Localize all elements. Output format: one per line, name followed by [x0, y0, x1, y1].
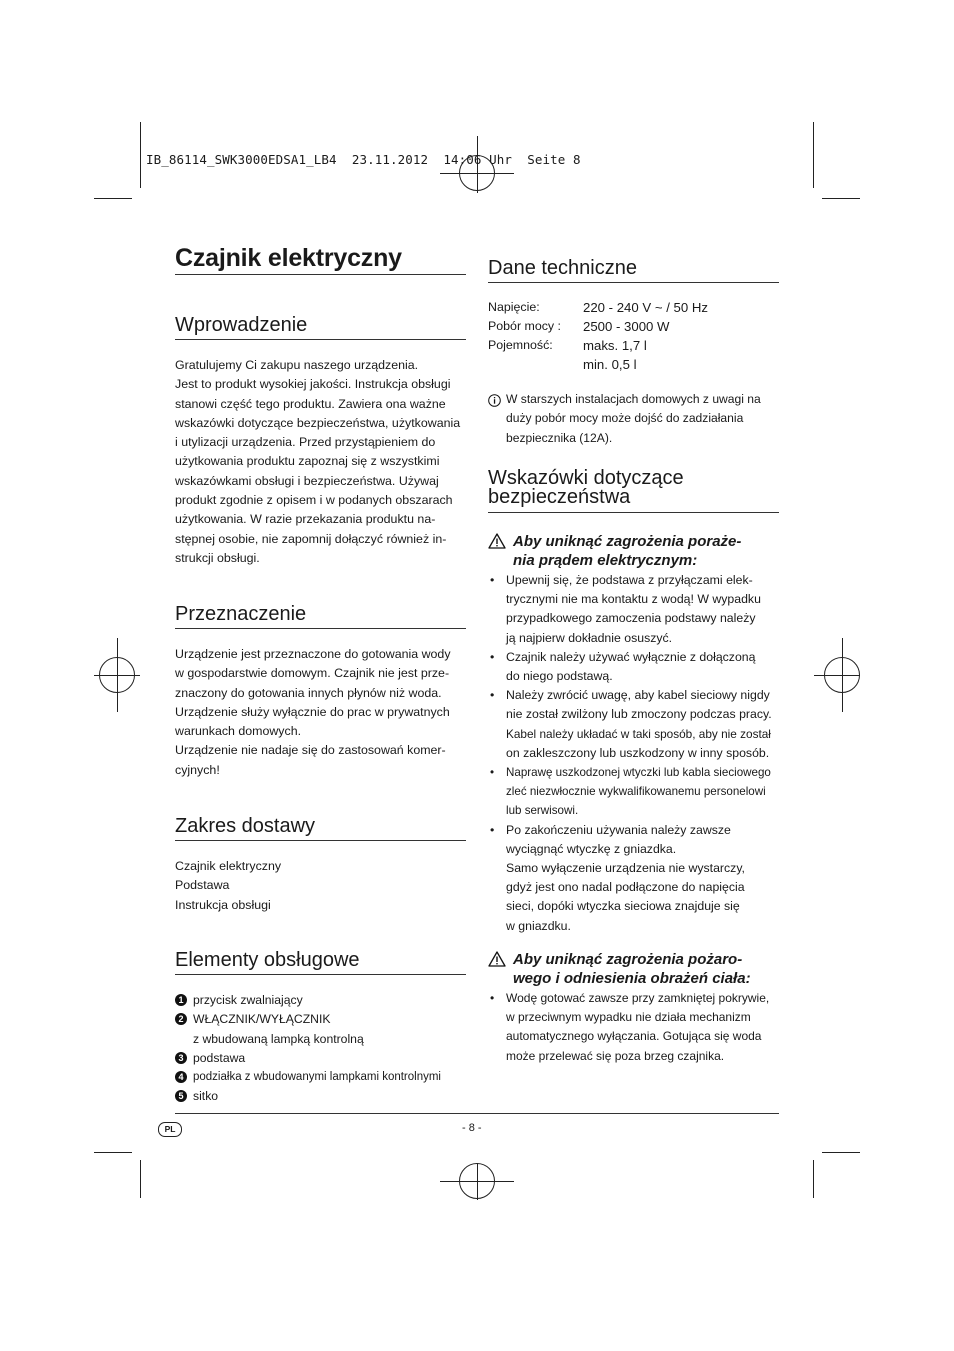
tech-rule	[488, 282, 779, 283]
number-badge-icon: 2	[175, 1013, 187, 1025]
purpose-rule	[175, 628, 466, 629]
list-item-continuation: z wbudowaną lampką kontrolną	[193, 1031, 364, 1046]
warning-heading-electric: Aby uniknąć zagrożenia poraże- nia prądem elektrycznym:	[488, 532, 779, 570]
controls-list	[175, 991, 441, 1107]
intro-text: Gratulujemy Ci zakupu naszego urządzenia. Jest to produkt wysokiej jakości. Instrukcja obsługi stanowi część tego produktu. Zawiera ona ważne wskazówki dotyczące bezpieczeństwa, użytkowania i utylizacji urządzenia. Przed przystąpieniem do użytkowania produktu zapoznaj się z wszystkimi wskazówkami obsługi i bezpieczeństwa. Używaj produkt zgodnie z opisem i w podanych obszarach użytkowania. W razie przekazania produktu na- stępnej osobie, nie zapomnij dołączyć również in- strukcji obsługi.	[175, 358, 461, 565]
list-item: Czajnik elektryczny	[175, 859, 282, 873]
info-icon	[488, 394, 501, 407]
number-badge-icon: 4	[175, 1071, 187, 1083]
warning-triangle-icon	[488, 533, 506, 549]
delivery-heading: Zakres dostawy	[175, 815, 316, 837]
intro-rule	[175, 339, 466, 340]
tech-heading: Dane techniczne	[488, 257, 637, 279]
list-item: • Naprawę uszkodzonej wtyczki lub kabla sieciowego zleć niezwłocznie wykwalifikowanemu personelowi lub serwisowi.	[490, 766, 771, 818]
list-item: 5 sitko	[175, 1087, 441, 1106]
safety-heading: Wskazówki dotyczące bezpieczeństwa	[488, 467, 684, 508]
intro-heading: Wprowadzenie	[175, 314, 308, 336]
print-header: IB_86114_SWK3000EDSA1_LB4 23.11.2012 14:06 Uhr Seite 8	[146, 152, 581, 167]
list-item: 4 podziałka z wbudowanymi lampkami kontrolnymi	[175, 1068, 441, 1087]
controls-heading: Elementy obsługowe	[175, 949, 360, 971]
list-item: 3 podstawa	[175, 1049, 441, 1068]
list-item: Podstawa	[175, 878, 230, 893]
delivery-rule	[175, 840, 466, 841]
warning-heading-fire: Aby uniknąć zagrożenia pożaro- wego i odniesienia obrażeń ciała:	[488, 950, 779, 988]
list-item: 2 WŁĄCZNIK/WYŁĄCZNIK	[175, 1010, 441, 1029]
number-badge-icon: 1	[175, 994, 187, 1006]
list-item: Instrukcja obsługi	[175, 897, 271, 912]
title-rule	[175, 274, 466, 275]
delivery-list	[175, 857, 281, 915]
safety-rule	[488, 512, 779, 513]
page-title: Czajnik elektryczny	[175, 244, 402, 272]
footer-rule	[175, 1113, 779, 1114]
controls-rule	[175, 974, 466, 975]
list-item: • Czajnik należy używać wyłącznie z dołączoną do niego podstawą.	[490, 649, 756, 684]
number-badge-icon: 3	[175, 1052, 187, 1064]
warning-triangle-icon	[488, 951, 506, 967]
page-number: - 8 -	[462, 1122, 482, 1134]
warning-list-electric	[488, 571, 788, 936]
list-item: • Po zakończeniu używania należy zawsze wyciągnąć wtyczkę z gniazdka. Samo wyłączenie urządzenia nie wystarczy, gdyż jest ono nadal podłączone do napięcia sieci, dopóki wtyczka sieciowa znajduje się w gniazdku.	[490, 822, 745, 933]
number-badge-icon: 5	[175, 1090, 187, 1102]
list-item: • Upewnij się, że podstawa z przyłączami elek- trycznymi nie ma kontaktu z wodą! W wypadku przypadkowego zamoczenia podstawy należy ją najpierw dokładnie osuszyć.	[490, 573, 761, 645]
list-item: • Wodę gotować zawsze przy zamkniętej pokrywie, w przeciwnym wypadku nie działa mechanizm automatycznego wyłączania. Gotująca się woda może przelewać się poza brzeg czajnika.	[490, 991, 770, 1063]
purpose-text: Urządzenie jest przeznaczone do gotowania wody w gospodarstwie domowym. Czajnik nie jest prze- znaczony do gotowania innych płynów niż woda. Urządzenie służy wyłącznie do prac w prywatnych warunkach domowych. Urządzenie nie nadaje się do zastosowań komer- cyjnych!	[175, 647, 451, 777]
purpose-heading: Przeznaczenie	[175, 603, 307, 625]
list-item: • Należy zwrócić uwagę, aby kabel sieciowy nigdy nie został zwilżony lub zmoczony podczas pracy. Kabel należy układać w taki sposób, aby nie został on zakleszczony lub uszkodzony w inny sposób.	[490, 688, 772, 760]
list-item: 1 przycisk zwalniający	[175, 991, 441, 1010]
language-badge: PL	[158, 1122, 182, 1137]
warning-list-fire	[488, 989, 788, 1066]
